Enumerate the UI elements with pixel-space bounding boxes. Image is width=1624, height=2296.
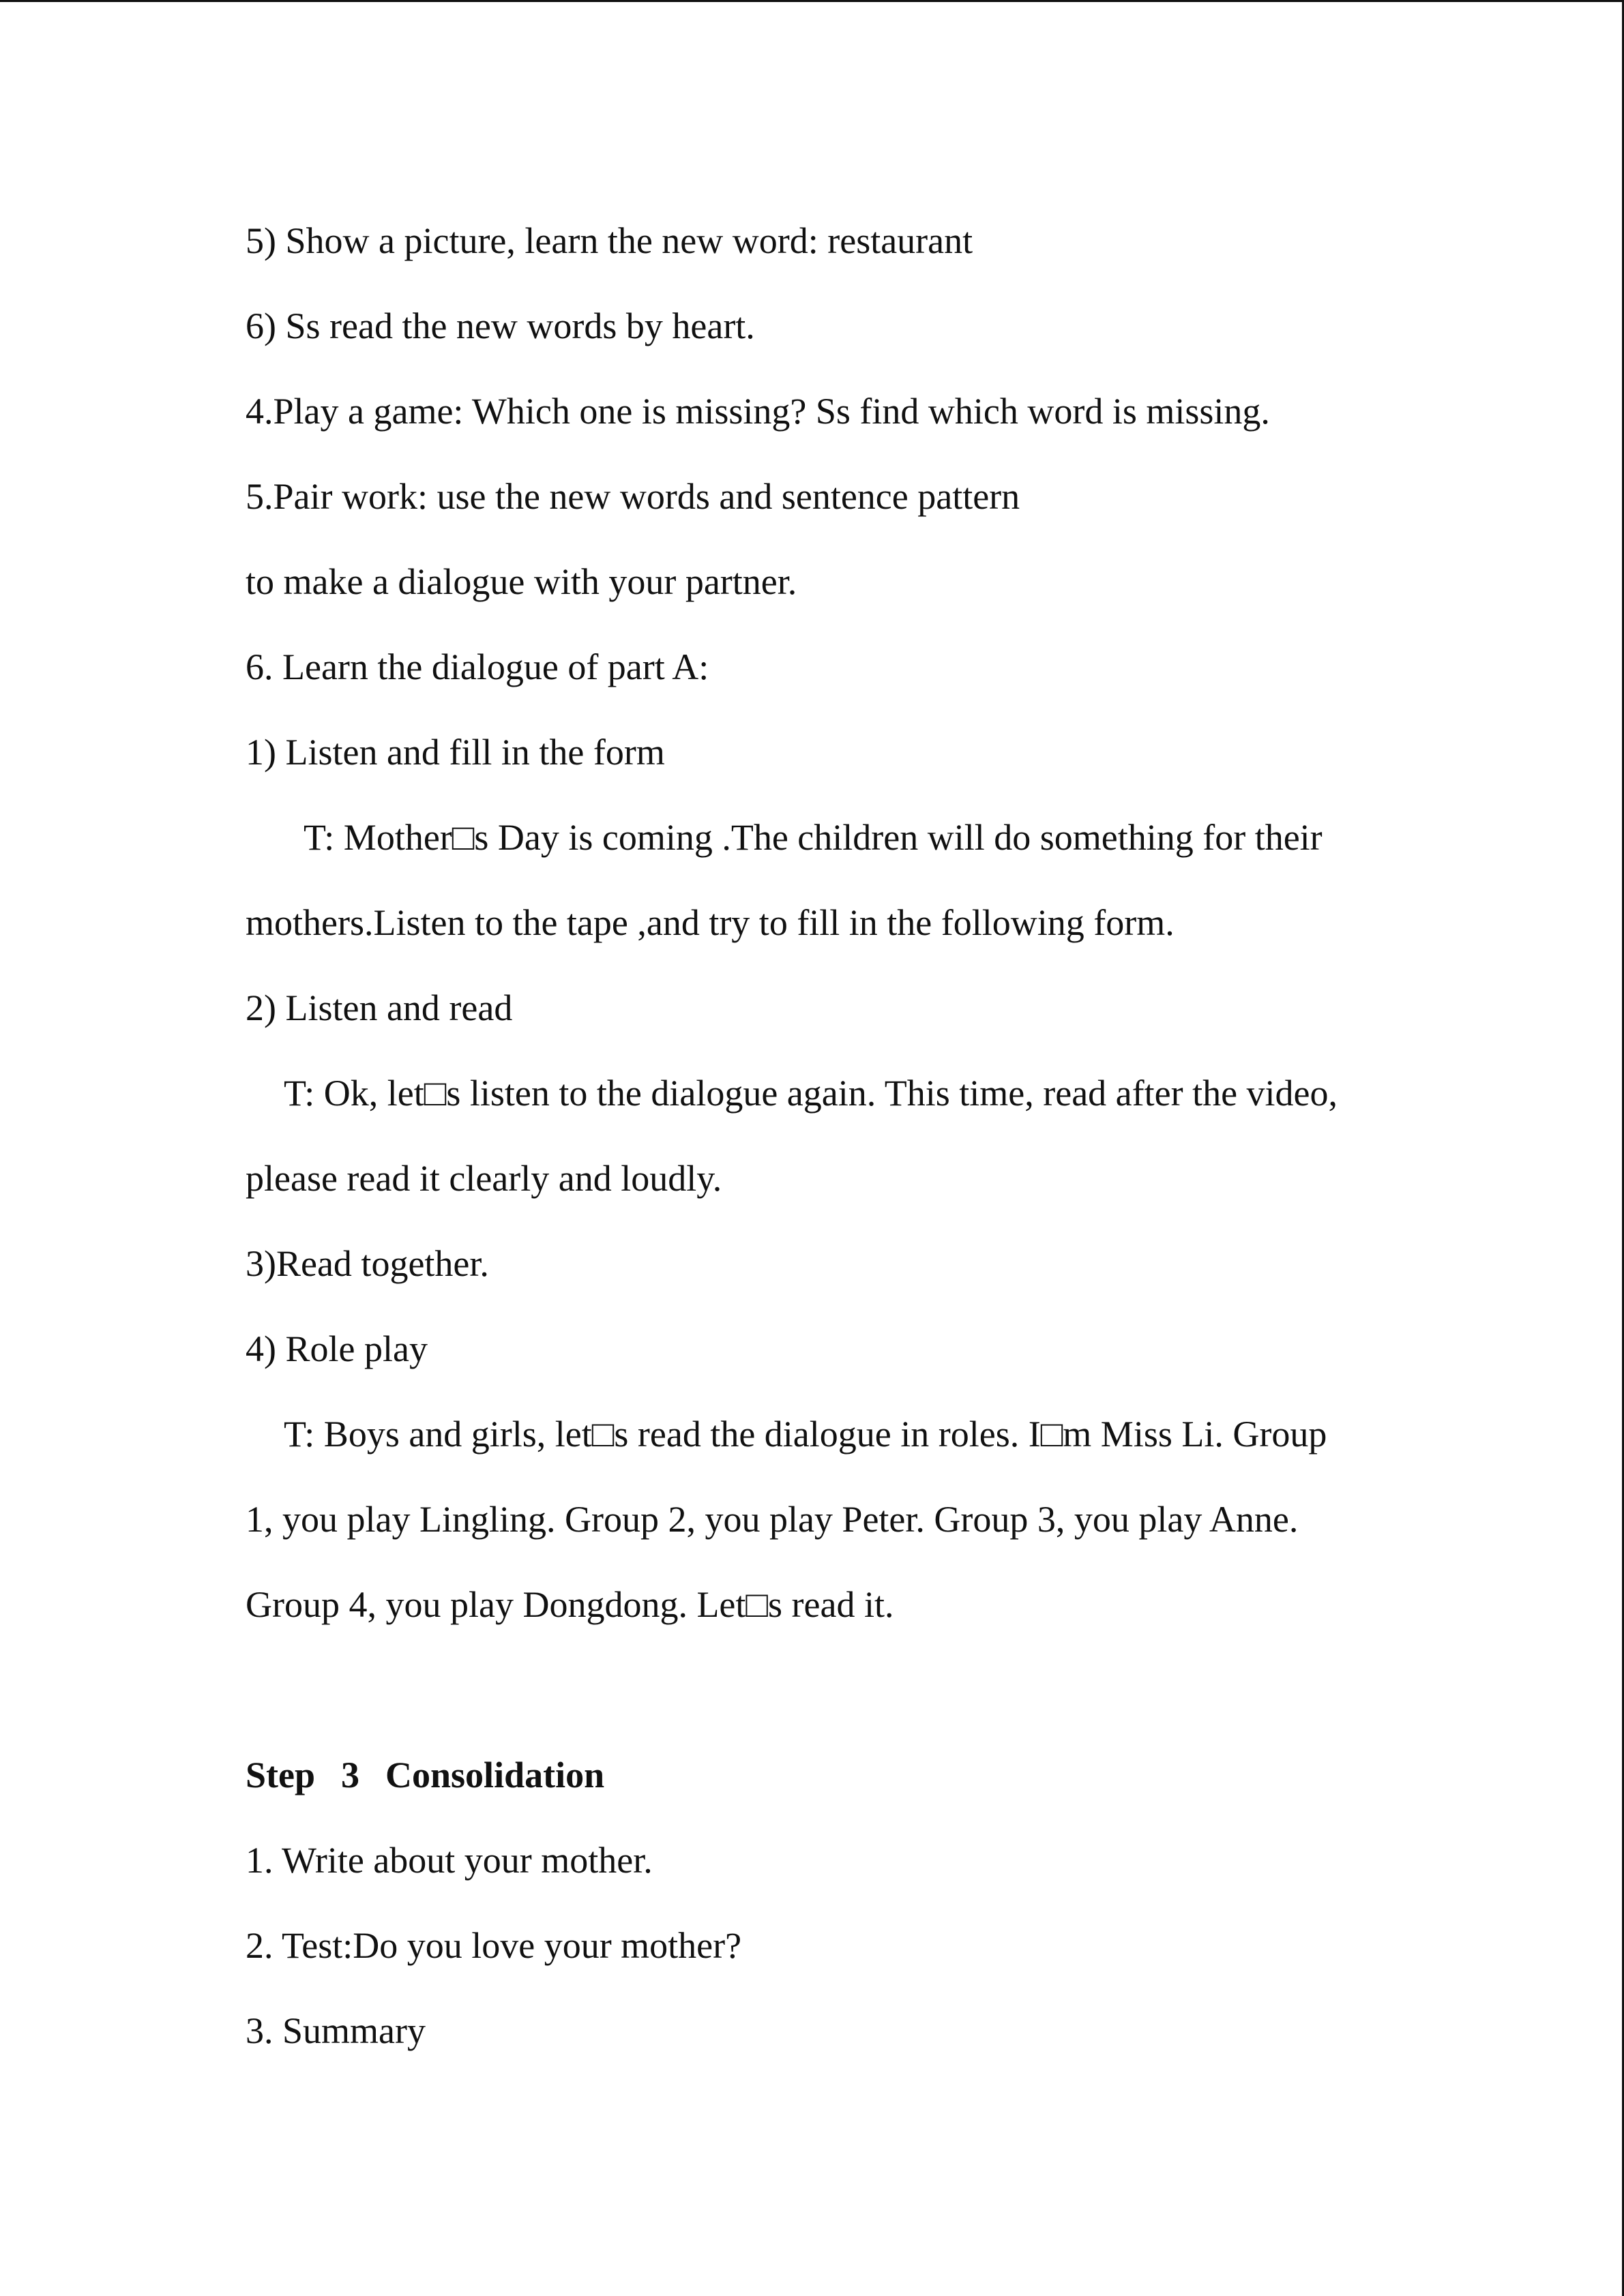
text-line-group-four: Group 4, you play Dongdong. Let□s read it. <box>246 1584 894 1625</box>
text-line-mothers-day: T: Mother□s Day is coming .The children will do something for their <box>304 817 1323 858</box>
text-line-play-game: 4.Play a game: Which one is missing? Ss find which word is missing. <box>246 391 1270 432</box>
text-line-role-play: 4) Role play <box>246 1328 428 1369</box>
text-line-read-clearly: please read it clearly and loudly. <box>246 1158 722 1199</box>
text-line-make-dialogue: to make a dialogue with your partner. <box>246 561 797 602</box>
step-title: Consolidation <box>385 1755 605 1795</box>
text-line-groups-roles: 1, you play Lingling. Group 2, you play Peter. Group 3, you play Anne. <box>246 1499 1299 1540</box>
step-3-heading <box>246 1753 604 1797</box>
text-line-read-together: 3)Read together. <box>246 1243 489 1284</box>
text-line-listen-read: 2) Listen and read <box>246 987 513 1028</box>
step-number: 3 <box>341 1755 360 1795</box>
step3-item-summary: 3. Summary <box>246 2010 426 2051</box>
step3-item-test: 2. Test:Do you love your mother? <box>246 1925 742 1966</box>
text-line-show-picture: 5) Show a picture, learn the new word: restaurant <box>246 220 973 261</box>
text-line-listen-fill: 1) Listen and fill in the form <box>246 732 665 773</box>
text-line-listen-again: T: Ok, let□s listen to the dialogue again. This time, read after the video, <box>284 1073 1338 1114</box>
step-word: Step <box>246 1755 316 1795</box>
text-line-read-words: 6) Ss read the new words by heart. <box>246 305 755 346</box>
text-line-listen-tape: mothers.Listen to the tape ,and try to fill in the following form. <box>246 902 1175 943</box>
text-line-roles-intro: T: Boys and girls, let□s read the dialogue in roles. I□m Miss Li. Group <box>284 1414 1327 1455</box>
text-line-learn-dialogue: 6. Learn the dialogue of part A: <box>246 646 709 687</box>
step3-item-write: 1. Write about your mother. <box>246 1840 653 1881</box>
text-line-pair-work: 5.Pair work: use the new words and sentence pattern <box>246 476 1020 517</box>
